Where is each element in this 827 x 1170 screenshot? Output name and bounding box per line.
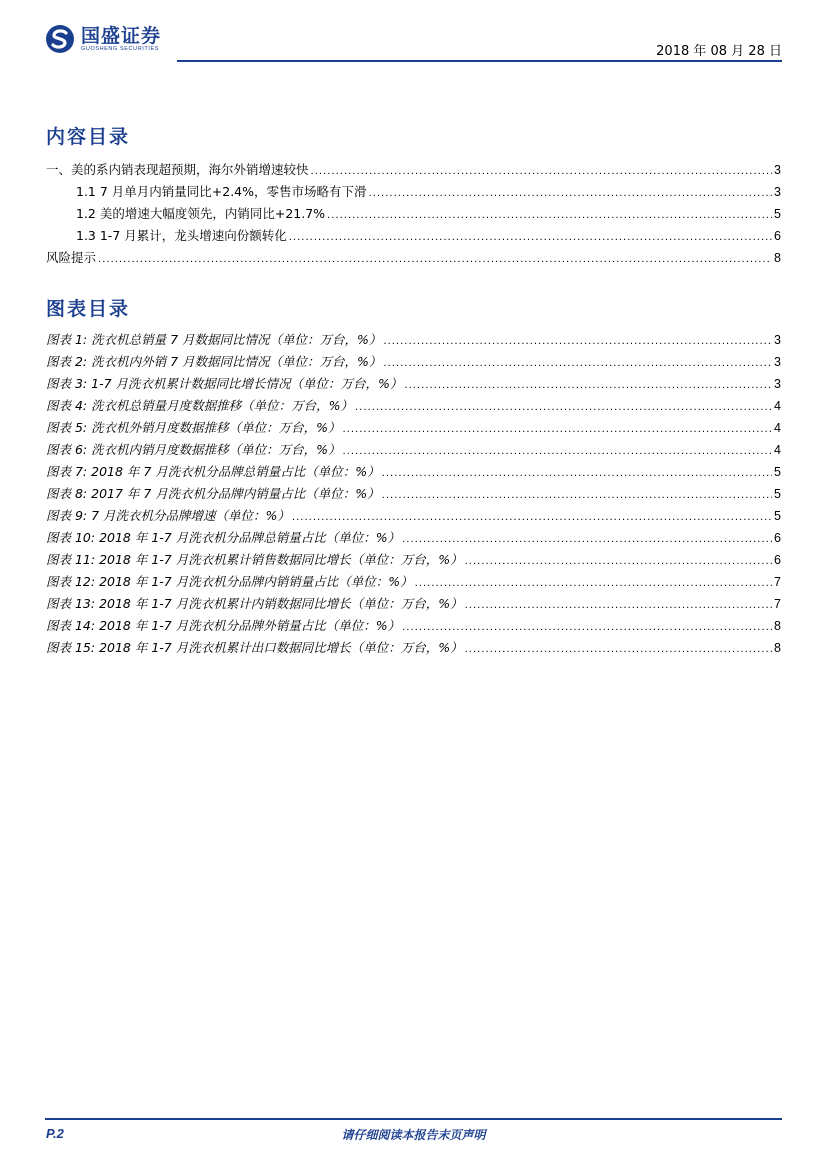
figure-entry-label: 图表 12: 2018 年 1-7 月洗衣机分品牌内销销量占比（单位：%） <box>46 574 413 589</box>
figure-entry-page: 5 <box>774 487 781 501</box>
dot-leader <box>327 210 772 221</box>
toc-entry-page: 8 <box>774 251 781 265</box>
figure-entry-page: 6 <box>774 553 781 567</box>
dot-leader <box>465 556 772 567</box>
figure-entry[interactable] <box>46 352 781 374</box>
toc-entry[interactable] <box>46 182 781 204</box>
toc-entry[interactable] <box>46 204 781 226</box>
logo-chinese-name: 国盛证券 <box>81 24 162 47</box>
logo-icon <box>45 24 75 54</box>
dot-leader <box>402 534 772 545</box>
dot-leader <box>382 490 772 501</box>
dot-leader <box>369 188 773 199</box>
figure-entry-label: 图表 7: 2018 年 7 月洗衣机分品牌总销量占比（单位：%） <box>46 464 380 479</box>
figure-entry-page: 4 <box>774 399 781 413</box>
figure-entry[interactable] <box>46 638 781 660</box>
figure-list-title: 图表目录 <box>46 298 131 320</box>
figure-entry-label: 图表 15: 2018 年 1-7 月洗衣机累计出口数据同比增长（单位：万台，%） <box>46 640 463 655</box>
figure-entry-label: 图表 11: 2018 年 1-7 月洗衣机累计销售数据同比增长（单位：万台，%） <box>46 552 463 567</box>
figure-entry[interactable] <box>46 550 781 572</box>
toc-entry-page: 3 <box>774 185 781 199</box>
figure-entry-page: 5 <box>774 509 781 523</box>
figure-entry-page: 4 <box>774 421 781 435</box>
dot-leader <box>402 622 772 633</box>
figure-entry[interactable] <box>46 528 781 550</box>
figure-entry[interactable] <box>46 440 781 462</box>
figure-entry-page: 4 <box>774 443 781 457</box>
toc-entry-label: 一、美的系内销表现超预期，海尔外销增速较快 <box>46 162 309 177</box>
figure-entry-page: 3 <box>774 355 781 369</box>
figure-entry[interactable] <box>46 462 781 484</box>
toc-entry-label: 风险提示 <box>46 250 97 265</box>
figure-entry[interactable] <box>46 396 781 418</box>
dot-leader <box>404 380 772 391</box>
dot-leader <box>465 644 772 655</box>
figure-entry-page: 7 <box>774 575 781 589</box>
toc-entry-page: 5 <box>774 207 781 221</box>
figure-entry[interactable] <box>46 484 781 506</box>
dot-leader <box>289 232 772 243</box>
dot-leader <box>292 512 772 523</box>
dot-leader <box>98 254 772 265</box>
figure-entry-page: 3 <box>774 333 781 347</box>
footer-divider <box>45 1118 782 1120</box>
toc-entry-label: 1.3 1-7 月累计，龙头增速向份额转化 <box>76 228 287 243</box>
disclaimer-note: 请仔细阅读本报告末页声明 <box>341 1128 486 1142</box>
figure-entry-label: 图表 13: 2018 年 1-7 月洗衣机累计内销数据同比增长（单位：万台，%） <box>46 596 463 611</box>
toc-entry-page: 3 <box>774 163 781 177</box>
toc-entry-label: 1.1 7 月单月内销量同比+2.4%，零售市场略有下滑 <box>76 184 367 199</box>
toc-entry-label: 1.2 美的增速大幅度领先，内销同比+21.7% <box>76 206 326 221</box>
figure-entry[interactable] <box>46 616 781 638</box>
figure-entry-label: 图表 9: 7 月洗衣机分品牌增速（单位：%） <box>46 508 290 523</box>
toc-title: 内容目录 <box>46 126 131 148</box>
dot-leader <box>355 402 772 413</box>
figure-entry-page: 6 <box>774 531 781 545</box>
table-of-contents <box>46 160 781 270</box>
figure-entry-label: 图表 3: 1-7 月洗衣机累计数据同比增长情况（单位：万台，%） <box>46 376 403 391</box>
figure-entry-page: 5 <box>774 465 781 479</box>
figure-entry-page: 3 <box>774 377 781 391</box>
company-logo <box>45 24 161 54</box>
toc-entry[interactable] <box>46 160 781 182</box>
dot-leader <box>465 600 772 611</box>
figure-entry-label: 图表 8: 2017 年 7 月洗衣机分品牌内销量占比（单位：%） <box>46 486 380 501</box>
dot-leader <box>415 578 772 589</box>
figure-list <box>46 330 781 660</box>
toc-entry[interactable] <box>46 226 781 248</box>
dot-leader <box>343 424 773 435</box>
figure-entry-page: 7 <box>774 597 781 611</box>
figure-entry[interactable] <box>46 594 781 616</box>
figure-entry-label: 图表 10: 2018 年 1-7 月洗衣机分品牌总销量占比（单位：%） <box>46 530 401 545</box>
figure-entry-label: 图表 2: 洗衣机内外销 7 月数据同比情况（单位：万台，%） <box>46 354 382 369</box>
figure-entry[interactable] <box>46 572 781 594</box>
dot-leader <box>311 166 773 177</box>
figure-entry-page: 8 <box>774 641 781 655</box>
header-divider <box>177 60 782 62</box>
page-header <box>0 0 827 64</box>
figure-entry-label: 图表 4: 洗衣机总销量月度数据推移（单位：万台，%） <box>46 398 353 413</box>
figure-entry-label: 图表 6: 洗衣机内销月度数据推移（单位：万台，%） <box>46 442 341 457</box>
figure-entry[interactable] <box>46 418 781 440</box>
dot-leader <box>382 468 772 479</box>
figure-entry-page: 8 <box>774 619 781 633</box>
figure-entry-label: 图表 5: 洗衣机外销月度数据推移（单位：万台，%） <box>46 420 341 435</box>
figure-entry[interactable] <box>46 374 781 396</box>
figure-entry[interactable] <box>46 506 781 528</box>
figure-entry-label: 图表 1: 洗衣机总销量 7 月数据同比情况（单位：万台，%） <box>46 332 382 347</box>
dot-leader <box>383 358 772 369</box>
dot-leader <box>343 446 773 457</box>
figure-entry[interactable] <box>46 330 781 352</box>
dot-leader <box>383 336 772 347</box>
toc-entry[interactable] <box>46 248 781 270</box>
figure-entry-label: 图表 14: 2018 年 1-7 月洗衣机分品牌外销量占比（单位：%） <box>46 618 401 633</box>
toc-entry-page: 6 <box>774 229 781 243</box>
logo-english-name: GUOSHENG SECURITIES <box>81 45 160 52</box>
page-number: P.2 <box>46 1126 64 1141</box>
report-date: 2018 年 08 月 28 日 <box>656 44 782 59</box>
